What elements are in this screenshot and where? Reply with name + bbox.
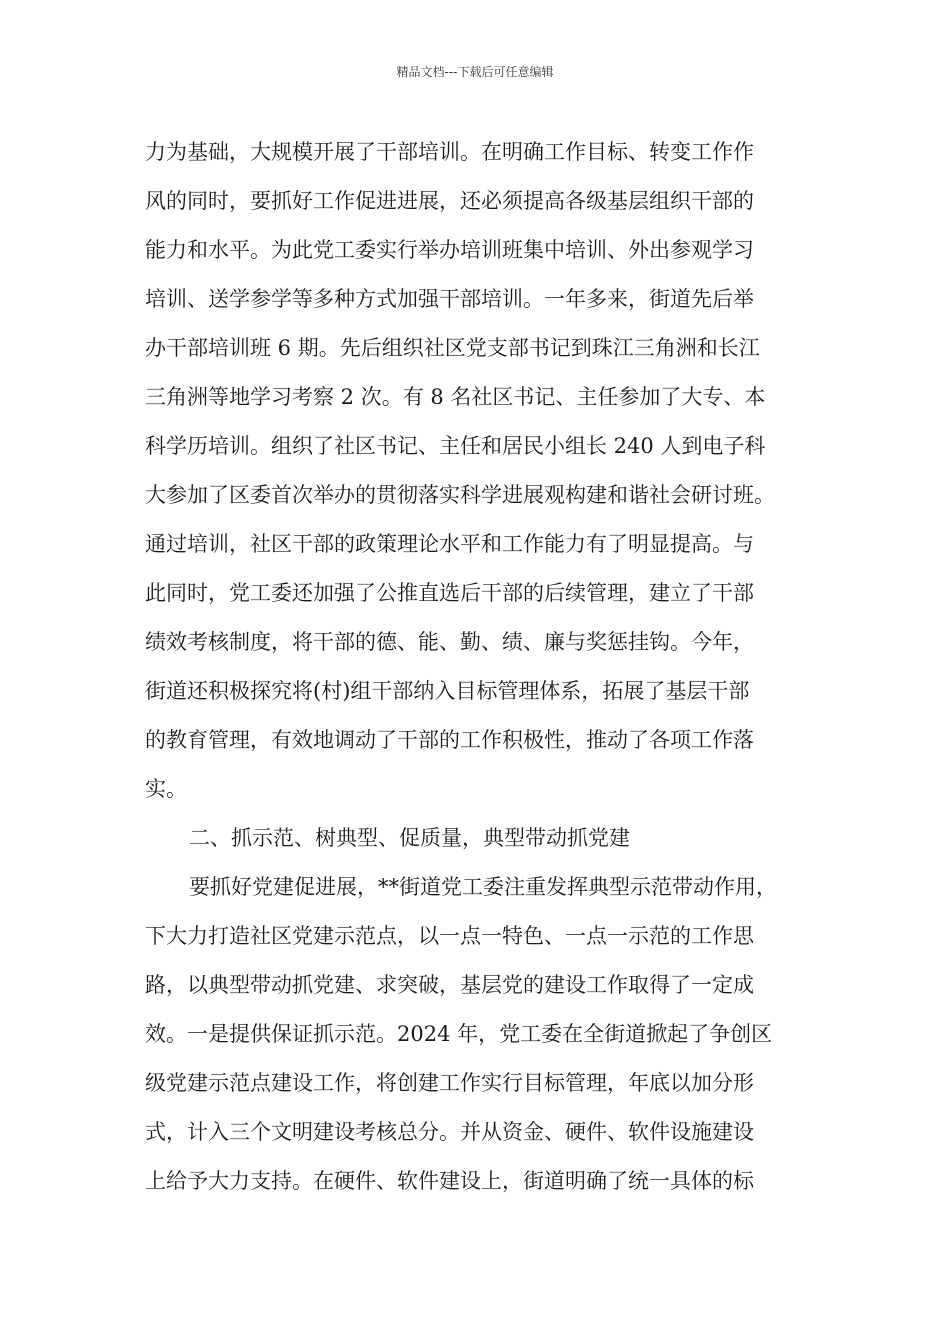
text-line: 绩效考核制度，将干部的德、能、勤、绩、廉与奖惩挂钩。今年， bbox=[145, 630, 754, 654]
text-line: 培训、送学参学等多种方式加强干部培训。一年多来，街道先后举 bbox=[145, 287, 754, 311]
text-line: 的教育管理，有效地调动了干部的工作积极性，推动了各项工作落 bbox=[145, 728, 754, 752]
page-header: 精品文档---下载后可任意编辑 bbox=[396, 65, 554, 79]
paragraph-demonstration bbox=[145, 867, 825, 1210]
text-line: 下大力打造社区党建示范点，以一点一特色、一点一示范的工作思 bbox=[145, 924, 754, 948]
text-line: 路，以典型带动抓党建、求突破，基层党的建设工作取得了一定成 bbox=[145, 973, 754, 997]
text-line: 此同时，党工委还加强了公推直选后干部的后续管理，建立了干部 bbox=[145, 581, 754, 605]
text-line: 三角洲等地学习考察 2 次。有 8 名社区书记、主任参加了大专、本 bbox=[145, 385, 766, 409]
text-line: 街道还积极探究将(村)组干部纳入目标管理体系，拓展了基层干部 bbox=[145, 679, 750, 703]
text-line: 要抓好党建促进展，**街道党工委注重发挥典型示范带动作用， bbox=[189, 875, 777, 899]
paragraph-training bbox=[145, 132, 825, 818]
text-line: 效。一是提供保证抓示范。2024 年，党工委在全街道掀起了争创区 bbox=[145, 1022, 773, 1046]
section-heading bbox=[145, 818, 825, 867]
document-body bbox=[145, 132, 825, 1210]
text-line: 风的同时，要抓好工作促进进展，还必须提高各级基层组织干部的 bbox=[145, 189, 754, 213]
text-line: 能力和水平。为此党工委实行举办培训班集中培训、外出参观学习 bbox=[145, 238, 754, 262]
text-line: 上给予大力支持。在硬件、软件建设上，街道明确了统一具体的标 bbox=[145, 1169, 754, 1193]
text-line: 大参加了区委首次举办的贯彻落实科学进展观构建和谐社会研讨班。 bbox=[145, 483, 775, 507]
text-line: 办干部培训班 6 期。先后组织社区党支部书记到珠江三角洲和长江 bbox=[145, 336, 760, 360]
text-line: 科学历培训。组织了社区书记、主任和居民小组长 240 人到电子科 bbox=[145, 434, 766, 458]
text-line: 实。 bbox=[145, 777, 187, 801]
text-line: 力为基础，大规模开展了干部培训。在明确工作目标、转变工作作 bbox=[145, 140, 754, 164]
text-line: 式，计入三个文明建设考核总分。并从资金、硬件、软件设施建设 bbox=[145, 1120, 754, 1144]
text-line: 级党建示范点建设工作，将创建工作实行目标管理，年底以加分形 bbox=[145, 1071, 754, 1095]
text-line: 通过培训，社区干部的政策理论水平和工作能力有了明显提高。与 bbox=[145, 532, 754, 556]
section-heading-text: 二、抓示范、树典型、促质量，典型带动抓党建 bbox=[189, 826, 630, 850]
